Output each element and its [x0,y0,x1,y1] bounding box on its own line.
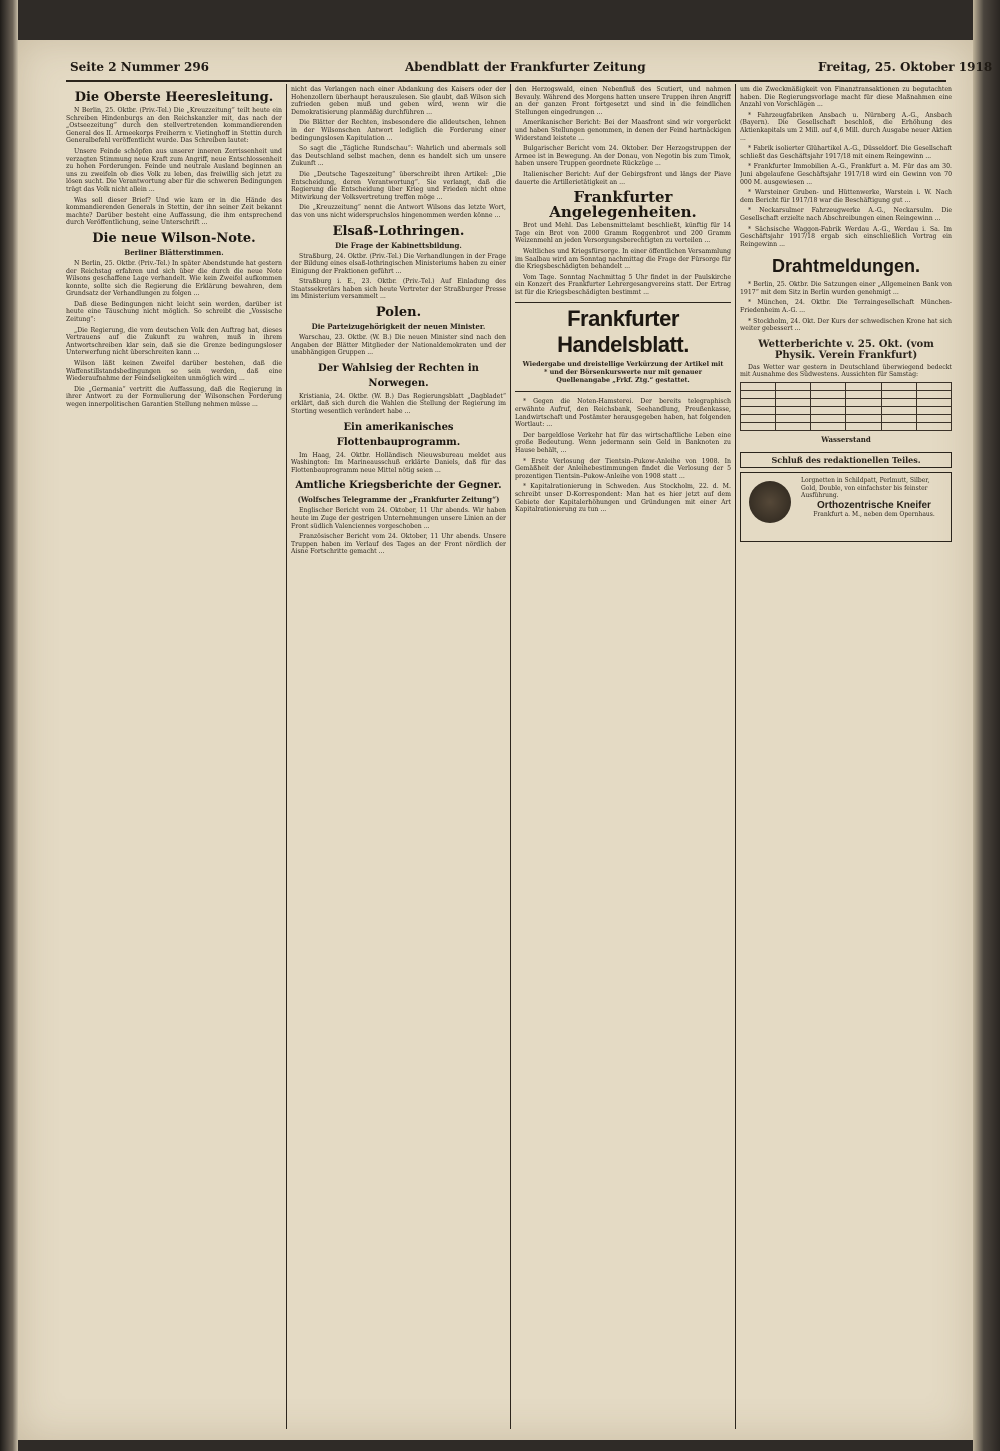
article-subheading: Die Frage der Kabinettsbildung. [335,240,462,250]
article-paragraph: Straßburg, 24. Oktbr. (Priv.-Tel.) Die Verhandlungen in der Frage der Bildung eines elsaß-lothringischen Ministeriums haben zu einer Einigung der Fraktionen geführt ... [291,252,506,275]
header-center: Abendblatt der Frankfurter Zeitung [405,60,646,74]
article-paragraph: * Fabrik isolierter Glühartikel A.-G., Düsseldorf. Die Gesellschaft schließt das Geschäftsjahr 1917/18 mit einem Reingewinn ... [740,145,952,160]
article-paragraph: Englischer Bericht vom 24. Oktober, 11 Uhr abends. Wir haben heute im Zuge der gestrigen Unternehmungen unsere Linien an der Front südlich Valenciennes vorgeschoben ... [291,507,506,530]
article-paragraph: * Kapitalrationierung in Schweden. Aus Stockholm, 22. d. M. schreibt unser D-Korrespondent: Man hat es hier jetzt auf dem Gebiete der Kapitalerhöhungen und Gründungen mit einer Art Kapitalrationierung zu tun ... [515,483,731,514]
ad-line: Lorgnetten in Schildpatt, Perlmutt, Silber, Gold, Double, von einfachster bis feinster Ausführung. [801,477,930,500]
article-paragraph: Wilson läßt keinen Zweifel darüber bestehen, daß die Waffenstillstandsbedingungen so sein werden, daß eine Wiederaufnahme der Feindseligkeiten unmöglich wird ... [66,360,282,383]
book-gutter [0,0,18,1451]
article-subheading: Die Parteizugehörigkeit der neuen Minister. [311,322,486,332]
section-notice: Wiedergabe und dreistellige Verkürzung der Artikel mit * und der Börsenkurswerte nur mit genauer Quellenangabe „Frkf. Ztg.“ gestattet. [522,360,724,385]
article-paragraph: Die „Deutsche Tageszeitung“ überschreibt ihren Artikel: „Die Entscheidung, deren Verantwortung“. Sie verlangt, daß die Regierung die Entscheidung über Krieg und Frieden nicht ohne Mitwirkung der Volksvertretung treffen möge ... [291,170,506,201]
section-title: Frankfurter Handelsblatt. [557,306,689,358]
article-paragraph: Kristiania, 24. Oktbr. (W. B.) Das Regierungsblatt „Dagbladet“ erklärt, daß sich durch die Wahlen die Stellung der Regierung im Storting wesentlich verändert habe ... [291,392,506,416]
article-paragraph: So sagt die „Tägliche Rundschau“: Wahrlich und abermals soll das Deutschland selbst machen, denn es handelt sich um unsere Zukunft ... [291,145,506,168]
column-2 [291,86,506,1426]
section-heading: Drahtmeldungen. [771,256,920,277]
wasserstand-heading: Wasserstand [821,435,871,445]
article-paragraph: Vom Tage. Sonntag Nachmittag 5 Uhr findet in der Paulskirche ein Konzert des Frankfurter Lehrergesangvereins statt. Der Ertrag ist für die Kriegsbeschädigten bestimmt ... [515,273,731,296]
article-paragraph: * Frankfurter Immobilien A.-G., Frankfurt a. M. Für das am 30. Juni abgelaufene Geschäftsjahr 1917/18 wird ein Gewinn von 70 000 M. ausgewiesen ... [740,163,952,186]
article-paragraph: Der bargeldlose Verkehr hat für das wirtschaftliche Leben eine große Bedeutung. Wenn jedermann sein Geld in Banknoten zu Hause behält, ... [515,431,731,455]
column-divider [510,84,511,1429]
article-paragraph: Französischer Bericht vom 24. Oktober, 11 Uhr abends. Unsere Truppen haben im Verlauf des Tages an der Front nördlich der Aisne Fortschritte gemacht ... [291,533,506,556]
article-heading: Ein amerikanisches Flottenbauprogramm. [336,421,461,448]
article-paragraph: Straßburg i. E., 23. Oktbr. (Priv.-Tel.) Auf Einladung des Staatssekretärs haben sich heute Vertreter der Straßburger Presse im Ministerium versammelt ... [291,278,506,301]
article-heading: Die Oberste Heeresleitung. [74,90,274,105]
section-heading: Frankfurter Angelegenheiten. [549,188,697,222]
article-paragraph: * München, 24. Oktbr. Die Terraingesellschaft München-Friedenheim A.-G. ... [740,299,952,315]
article-paragraph: Im Haag, 24. Oktbr. Holländisch Nieuwsbureau meldet aus Washington: Im Marineausschuß erklärte Daniels, daß für das Flottenbauprogramm neue Mittel nötig seien ... [291,451,506,474]
article-paragraph: * Stockholm, 24. Okt. Der Kurs der schwedischen Krone hat sich weiter gebessert ... [740,317,952,333]
article-heading: Die neue Wilson-Note. [92,230,256,246]
article-paragraph: * Gegen die Noten-Hamsterei. Der bereits telegraphisch erwähnte Aufruf, den Reichsbank, Seehandlung, Preußenkasse, Landwirtschaft und Postämter herausgegeben haben, hat folgenden Wortlaut: ... [515,398,731,429]
header-left: Seite 2 Nummer 296 [70,60,210,74]
article-heading: Amtliche Kriegsberichte der Gegner. [295,480,502,492]
article-paragraph: Die Blätter der Rechten, insbesondere die alldeutschen, lehnen in der Wilsonschen Antwort lediglich die Forderung einer bedingungslosen Kapitulation ... [291,119,506,142]
article-paragraph: den Herzogswald, einen Nebenfluß des Scutiert, und nahmen Bevauly. Während des Morgens hatten unsere Truppen ihren Angriff an der ganzen Front fortgesetzt und sind in die feindlichen Stellungen eingedrungen ... [515,86,731,116]
article-subheading: (Wolfsches Telegramme der „Frankfurter Zeitung“) [297,495,500,505]
article-paragraph: * Neckarsulmer Fahrzeugwerke A.-G., Neckarsulm. Die Gesellschaft erzielte nach Abschreibungen einen Reingewinn ... [740,207,952,222]
weather-table [740,382,952,431]
column-divider [735,84,736,1429]
header-rule [66,80,946,82]
article-paragraph: * Berlin, 25. Oktbr. Die Satzungen einer „Allgemeinen Bank von 1917“ mit dem Sitz in Berlin wurden genehmigt ... [740,281,952,296]
weather-heading: Wetterberichte v. 25. Okt. (vom Physik. Verein Frankfurt) [758,338,934,361]
article-paragraph: * Erste Verlosung der Tientsin–Pukow-Anleihe von 1908. In Gemäßheit der Anleihebestimmungen findet die Verlosung der 5 prozentigen Tientsin–Pukow-Anleihe von 1908 statt ... [515,457,731,480]
ad-headline: Orthozentrische Kneifer [817,499,931,511]
ad-line: Frankfurt a. M., neben dem Opernhaus. [813,510,935,518]
article-paragraph: Warschau, 23. Oktbr. (W. B.) Die neuen Minister sind nach den Angaben der Blätter Mitglieder der Nationaldemokraten und der unabhängigen Gruppen ... [291,334,506,357]
handelsblatt-header-box [515,302,731,392]
article-paragraph: Brot und Mehl. Das Lebensmittelamt beschließt, künftig für 14 Tage ein Brot von 2000 Gramm Roggenbrot und 200 Gramm Weizenmehl an jeden Versorgungsberechtigten zu verteilen ... [515,222,731,245]
article-paragraph: N Berlin, 25. Oktbr. (Priv.-Tel.) Die „Kreuzzeitung“ teilt heute ein Schreiben Hindenburgs an den Reichskanzler mit, das nach der „Ostseezeitung“ durch den stellvertretenden kommandierenden General des II. Armeekorps Freiherrn v. Vietinghoff in Stettin durch Generalbefehl veröffentlicht wurde. Das Schreiben lautet: [66,107,282,145]
article-paragraph: * Warsteiner Gruben- und Hüttenwerke, Warstein i. W. Nach dem Bericht für 1917/18 war die Beschäftigung gut ... [740,189,952,204]
article-paragraph: Unsere Feinde schöpfen aus unserer inneren Zerrissenheit und verzagten Stimmung neue Kraft zum Angriff, neue Entschlossenheit zu hohen Forderungen. Feinde und neutrale Ausland beginnen an uns zu zweifeln ob dies Volk zu leben, das freiwillig sich jetzt zu lösen sucht. Die Verantwortung aber für die schweren Bedingungen trägt das Volk nicht allein ... [66,147,282,193]
article-paragraph: Weltliches und Kriegsfürsorge. In einer öffentlichen Versammlung im Saalbau wird am Sonntag nachmittag die Frage der Fürsorge für die Kriegsbeschädigten behandelt ... [515,247,731,271]
article-paragraph: Die „Kreuzzeitung“ nennt die Antwort Wilsons das letzte Wort, das von uns nicht widerspruchslos hingenommen werden könne ... [291,204,506,219]
header-right: Freitag, 25. Oktober 1918 [818,60,993,74]
article-paragraph: N Berlin, 25. Oktbr. (Priv.-Tel.) In später Abendstunde hat gestern der Reichstag erfahren und sich über die durch die neue Note Wilsons geschaffene Lage verhandelt. Wie kein Zweifel aufkommen konnte, sollte sich die Regierung die Erklärung bewahren, dem Grundsatz der Verhandlungen zu folgen ... [66,259,282,298]
article-heading: Elsaß-Lothringen. [332,223,465,239]
column-divider [286,84,287,1429]
weather-text: Das Wetter war gestern in Deutschland überwiegend bedeckt mit Ausnahme des Südwestens. Aussichten für Samstag: [740,363,952,379]
article-paragraph: nicht das Verlangen nach einer Abdankung des Kaisers oder der Hohenzollern überhaupt herauszulesen. Sie glaubt, daß Wilson sich zufrieden geben muß und geben wird, wenn wir die Demokratisierung planmäßig durchführen ... [291,86,506,116]
column-3 [515,86,731,1426]
article-paragraph: * Fahrzeugfabriken Ansbach u. Nürnberg A.-G., Ansbach (Bayern). Die Gesellschaft beschloß, die Erhöhung des Aktienkapitals um 2 Mill. auf 4,6 Mill. durch Ausgabe neuer Aktien ... [740,111,952,142]
advertisement [740,472,952,542]
article-subheading: Berliner Blätterstimmen. [124,247,224,257]
article-paragraph: Amerikanischer Bericht: Bei der Maasfront sind wir vorgerückt und haben Stellungen genommen, in denen der Feind hartnäckigen Widerstand leistete ... [515,119,731,142]
column-1 [66,86,282,1426]
end-of-editorial-banner: Schluß des redaktionellen Teiles. [740,452,952,468]
article-paragraph: „Die Regierung, die vom deutschen Volk den Auftrag hat, dieses Vertrauens auf die Zukunft zu wahren, muß in ihrem Antwortschreiben klar sein, daß sie die Grenze bedingungsloser Unterwerfung nicht überschreiten kann ... [66,326,282,357]
article-paragraph: Bulgarischer Bericht vom 24. Oktober. Der Herzogstruppen der Armee ist in Bewegung. An der Donau, von Negotin bis zum Timok, haben unsere Truppen geordnete Rückzüge ... [515,145,731,168]
article-heading: Der Wahlsieg der Rechten in Norwegen. [318,362,479,389]
article-paragraph: um die Zweckmäßigkeit von Finanztransaktionen zu begutachten haben. Die Regierungsvorlage macht für diese Maßnahmen eine Anzahl von Vorschlägen ... [740,86,952,109]
article-paragraph: Daß diese Bedingungen nicht leicht sein werden, darüber ist heute eine Täuschung nicht möglich. So schreibt die „Vossische Zeitung“: [66,300,282,324]
article-heading: Polen. [375,305,422,321]
page-edge [973,0,1000,1451]
article-paragraph: Was soll dieser Brief? Und wie kam er in die Hände des kommandierenden Generals in Stettin, der ihn seiner Zeit bekannt machte? Darüber besteht eine Auffassung, die ihm entsprechend durch Veröffentlichung, seine Unterschrift ... [66,196,282,227]
article-paragraph: * Sächsische Waggon-Fabrik Werdau A.-G., Werdau i. Sa. Im Geschäftsjahr 1917/18 ergab sich einschließlich Vortrag ein Reingewinn ... [740,225,952,248]
article-paragraph: Die „Germania“ vertritt die Auffassung, daß die Regierung in ihrer Antwort zu der Formulierung der Wilsonschen Forderung wegen innerpolitischen Garantien Stellung nehmen müsse ... [66,385,282,408]
optician-logo-icon [749,481,791,523]
article-paragraph: Italienischer Bericht: Auf der Gebirgsfront und längs der Piave dauerte die Artillerietätigkeit an ... [515,170,731,186]
column-4 [740,86,952,1426]
